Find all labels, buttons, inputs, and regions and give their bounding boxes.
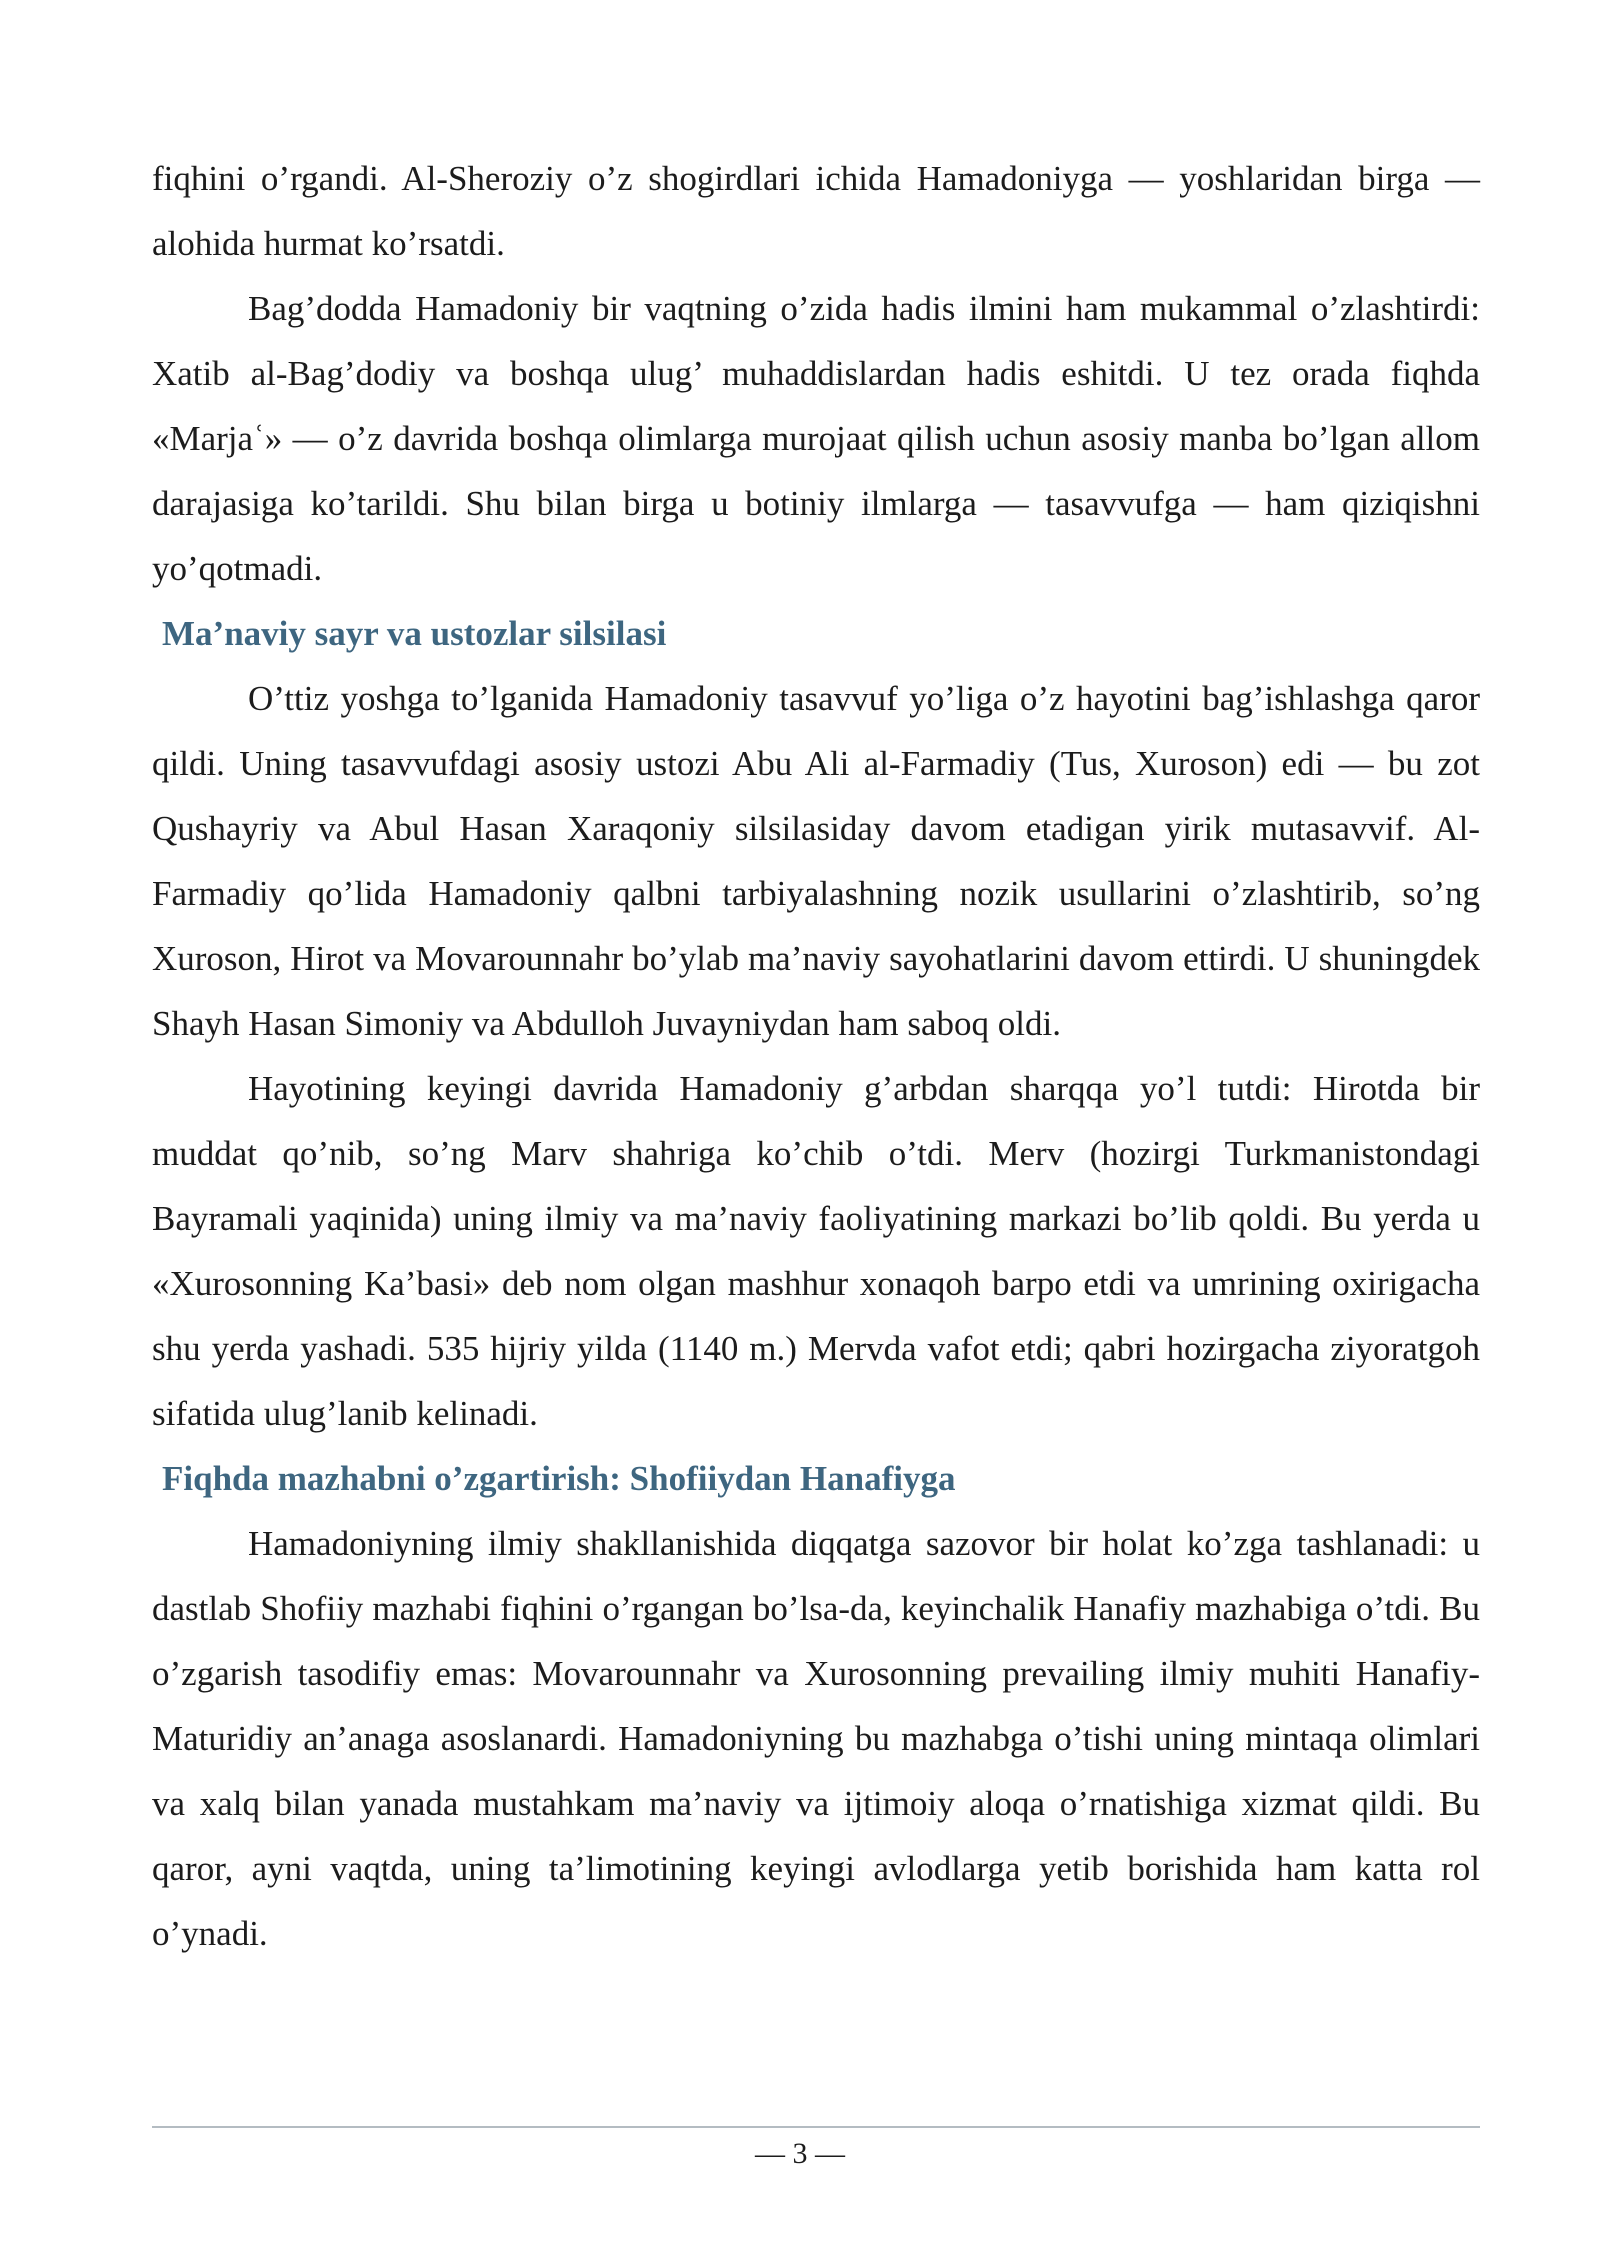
intro-paragraph: fiqhini o’rgandi. Al-Sheroziy o’z shogirdlari ichida Hamadoniyga — yoshlaridan birga — alohida hurmat ko’rsatdi. — [152, 159, 1480, 263]
paragraph-teachers: O’ttiz yoshga to’lganida Hamadoniy tasavvuf yo’liga o’z hayotini bag’ishlashga qaror qildi. Uning tasavvufdagi asosiy ustozi Abu Ali al-Farmadiy (Tus, Xuroson) edi — bu zot Qushayriy va Abul Hasan Xaraqoniy silsilasiday davom etadigan yirik mutasavvif. Al-Farmadiy qo’lida Hamadoniy qalbni tarbiyalashning nozik usullarini o’zlashtirib, so’ng Xuroson, Hirot va Movarounnahr bo’ylab ma’naviy sayohatlarini davom ettirdi. U shuningdek Shayh Hasan Simoniy va Abdulloh Juvayniydan ham saboq oldi. — [152, 679, 1480, 1043]
page-number: — 3 — — [755, 2137, 845, 2170]
document-body — [152, 146, 1480, 1966]
paragraph-later-life: Hayotining keyingi davrida Hamadoniy g’arbdan sharqqa yo’l tutdi: Hirotda bir muddat qo’nib, so’ng Marv shahriga ko’chib o’tdi. Merv (hozirgi Turkmanistondagi Bayramali yaqinida) uning ilmiy va ma’naviy faoliyatining markazi bo’lib qoldi. Bu yerda u «Xurosonning Ka’basi» deb nom olgan mashhur xonaqoh barpo etdi va umrining oxirigacha shu yerda yashadi. 535 hijriy yilda (1140 m.) Mervda vafot etdi; qabri hozirgacha ziyoratgoh sifatida ulug’lanib kelinadi. — [152, 1069, 1480, 1433]
paragraph-madhhab: Hamadoniyning ilmiy shakllanishida diqqatga sazovor bir holat ko’zga tashlanadi: u dastlab Shofiiy mazhabi fiqhini o’rgangan bo’lsa-da, keyinchalik Hanafiy mazhabiga o’tdi. Bu o’zgarish tasodifiy emas: Movarounnahr va Xurosonning prevailing ilmiy muhiti Hanafiy-Maturidiy an’anaga asoslanardi. Hamadoniyning bu mazhabga o’tishi uning mintaqa olimlari va xalq bilan yanada mustahkam ma’naviy va ijtimoiy aloqa o’rnatishiga xizmat qildi. Bu qaror, ayni vaqtda, uning ta’limotining keyingi avlodlarga yetib borishida ham katta rol o’ynadi. — [152, 1524, 1480, 1953]
section-heading-spiritual-journey: Ma’naviy sayr va ustozlar silsilasi — [162, 614, 667, 653]
footer-divider — [152, 2126, 1480, 2128]
paragraph-baghdad: Bag’dodda Hamadoniy bir vaqtning o’zida hadis ilmini ham mukammal o’zlashtirdi: Xatib al-Bag’dodiy va boshqa ulug’ muhaddislardan hadis eshitdi. U tez orada fiqhda «Marjaʿ» — o’z davrida boshqa olimlarga murojaat qilish uchun asosiy manba bo’lgan allom darajasiga ko’tarildi. Shu bilan birga u botiniy ilmlarga — tasavvufga — ham qiziqishni yo’qotmadi. — [152, 289, 1480, 588]
section-heading-madhhab-change: Fiqhda mazhabni o’zgartirish: Shofiiydan Hanafiyga — [162, 1459, 956, 1498]
